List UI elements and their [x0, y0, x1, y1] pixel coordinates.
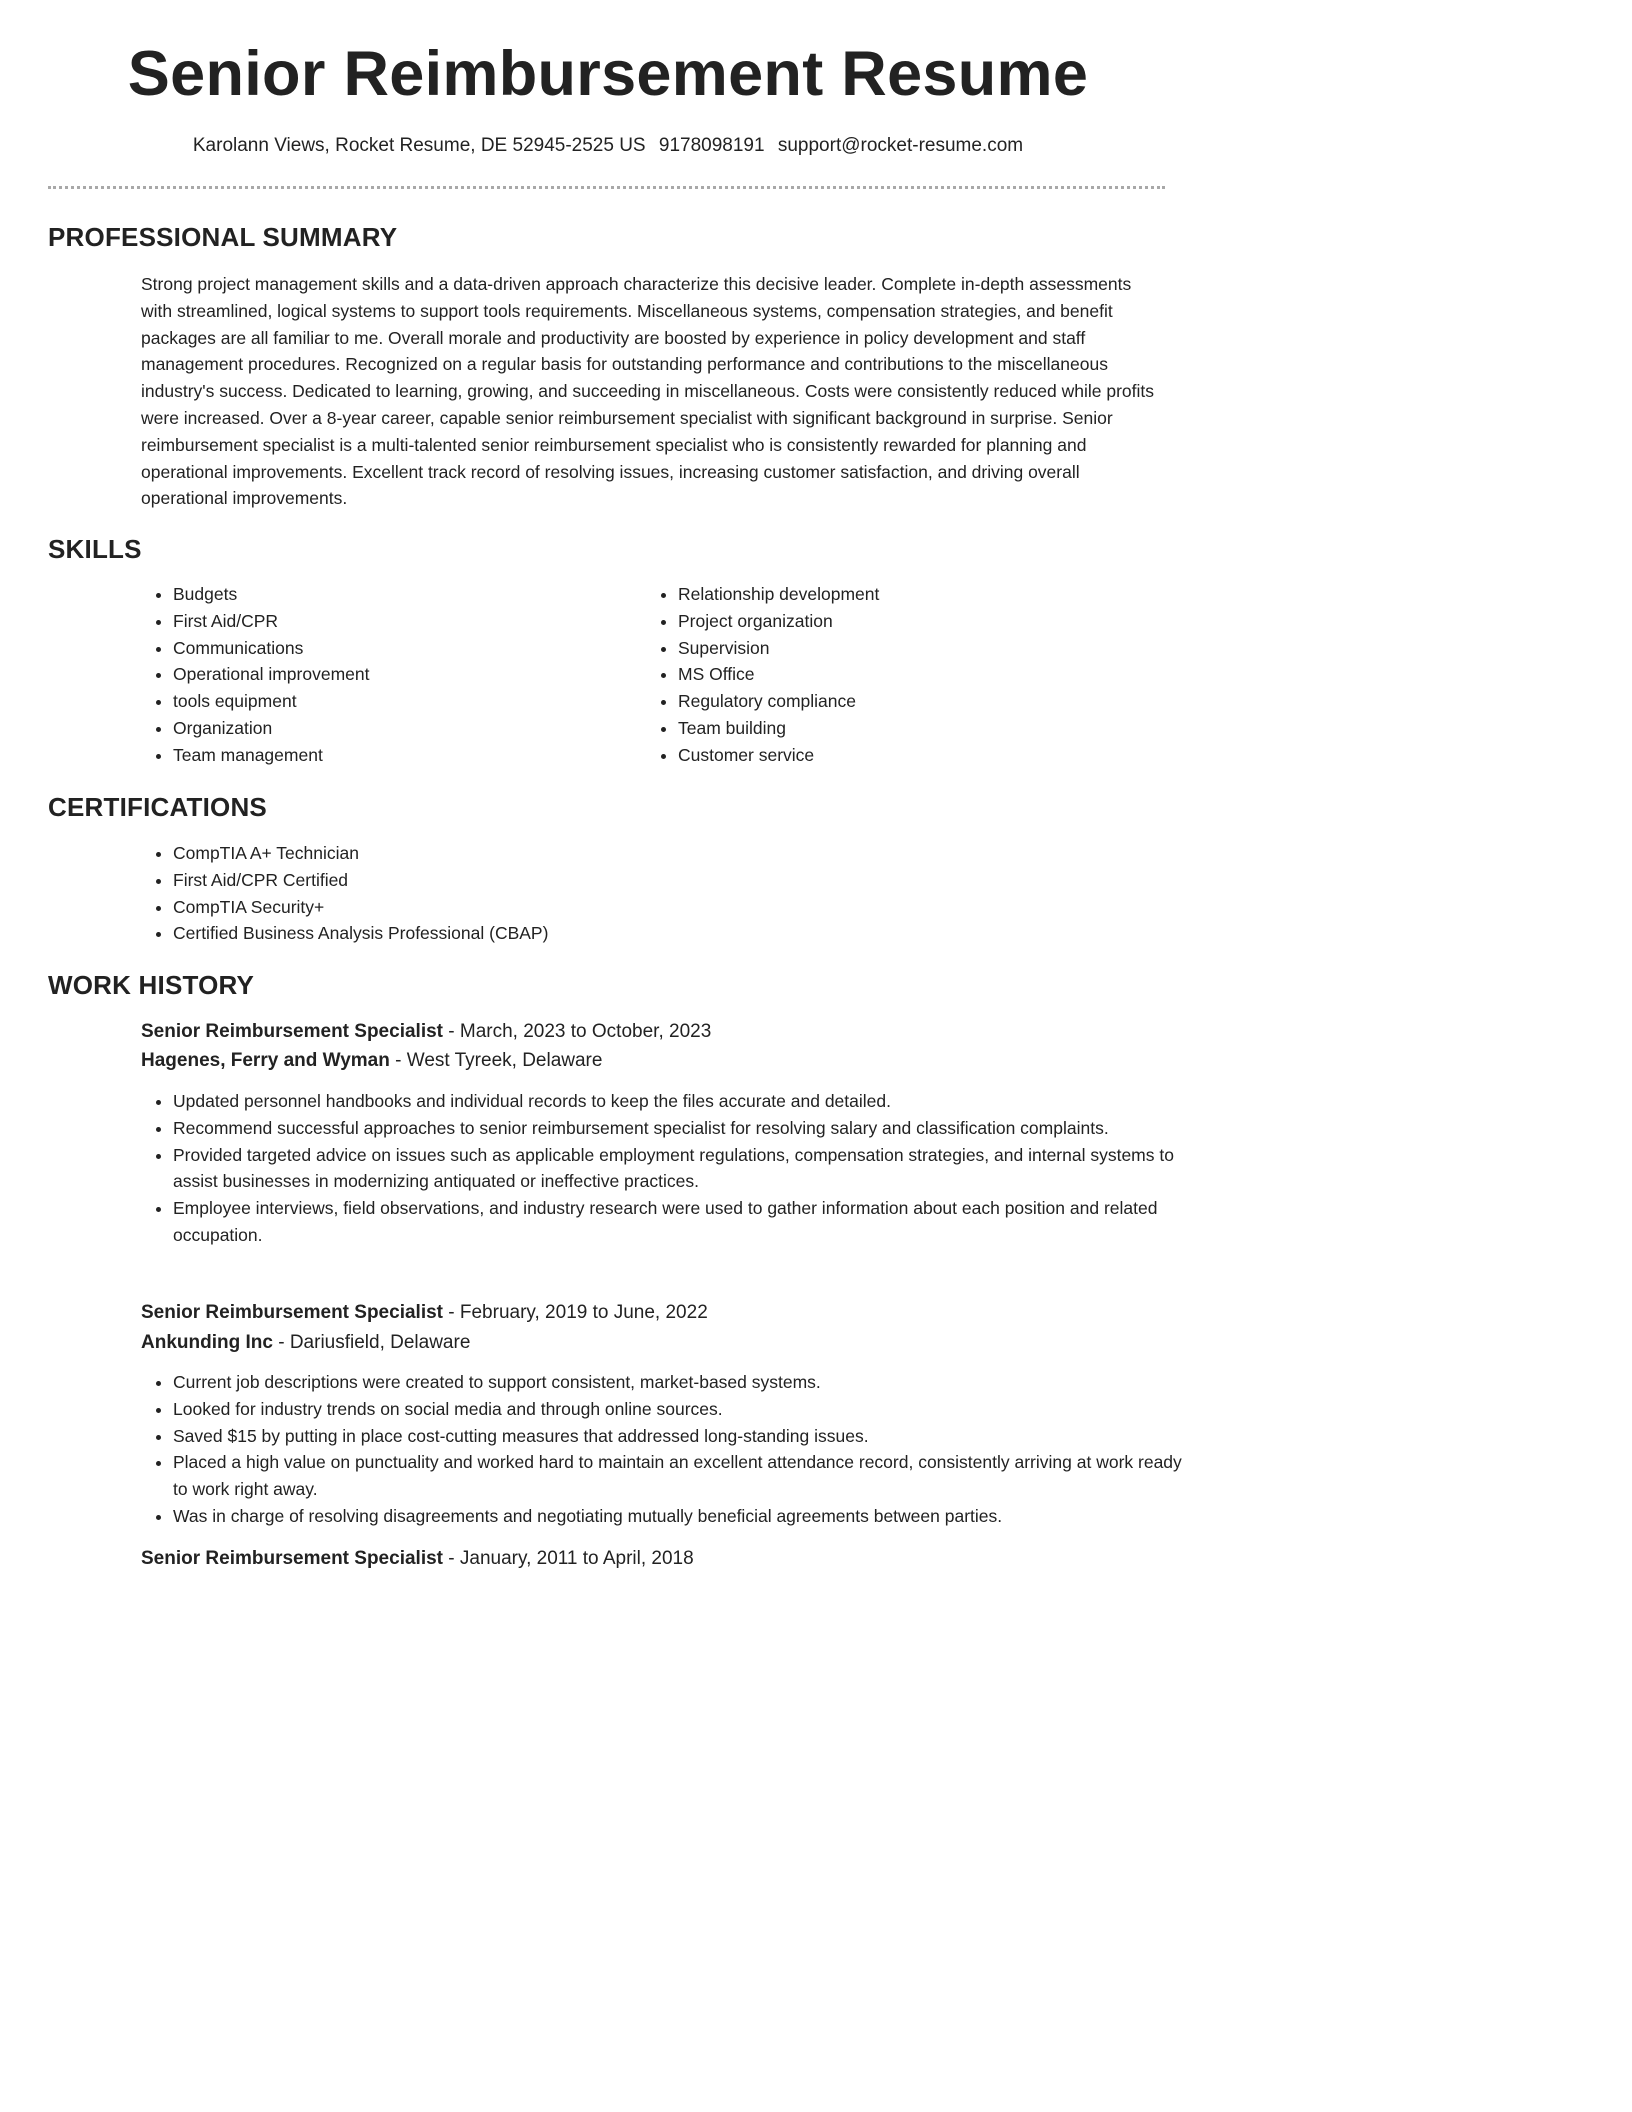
job-company-line: [141, 1329, 470, 1357]
job-bullets: [141, 1369, 1197, 1530]
job-bullet: • Saved $15 by putting in place cost-cutting measures that addressed long-standing issues.: [173, 1423, 1197, 1450]
job-bullet: • Was in charge of resolving disagreements and negotiating mutually beneficial agreements between parties.: [173, 1503, 1197, 1530]
contact-email[interactable]: support@rocket-resume.com: [777, 135, 1024, 156]
skill-item: • First Aid/CPR: [173, 608, 613, 635]
job-bullet: • Current job descriptions were created to support consistent, market-based systems.: [173, 1369, 1197, 1396]
job-bullet: • Updated personnel handbooks and individual records to keep the files accurate and detailed.: [173, 1088, 1197, 1115]
job-title-line: [141, 1545, 694, 1573]
skill-item: • Supervision: [678, 635, 1158, 662]
certification-item: • Certified Business Analysis Professional (CBAP): [173, 920, 1073, 947]
skill-item: • Customer service: [678, 742, 1158, 769]
skill-item: • Team management: [173, 742, 613, 769]
job-location: - West Tyreek, Delaware: [389, 1050, 603, 1071]
skill-item: • Relationship development: [678, 581, 1158, 608]
job-bullet: • Placed a high value on punctuality and worked hard to maintain an excellent attendance record, consistently arriving at work ready to work right away.: [173, 1449, 1197, 1503]
job-company: Hagenes, Ferry and Wyman: [141, 1050, 390, 1071]
job-company: Ankunding Inc: [141, 1332, 273, 1353]
certification-item: • CompTIA A+ Technician: [173, 840, 1073, 867]
job-bullets: [141, 1088, 1197, 1249]
contact-line: [0, 135, 1216, 157]
skill-item: • Operational improvement: [173, 661, 613, 688]
skills-list-right: [646, 581, 1158, 769]
skills-heading: SKILLS: [48, 534, 142, 564]
certifications-list: [141, 840, 1073, 947]
skill-item: • Communications: [173, 635, 613, 662]
job-bullet: • Looked for industry trends on social media and through online sources.: [173, 1396, 1197, 1423]
job-title-line: [141, 1018, 711, 1046]
skill-item: • MS Office: [678, 661, 1158, 688]
skill-item: • Project organization: [678, 608, 1158, 635]
job-bullet: • Provided targeted advice on issues such as applicable employment regulations, compensation strategies, and internal systems to assist businesses in modernizing antiquated or ineffective practices.: [173, 1142, 1197, 1196]
header-divider: [48, 186, 1165, 189]
skill-item: • Regulatory compliance: [678, 688, 1158, 715]
job-title: Senior Reimbursement Specialist: [141, 1302, 443, 1323]
job-title: Senior Reimbursement Specialist: [141, 1021, 443, 1042]
certifications-heading: CERTIFICATIONS: [48, 792, 267, 822]
job-title: Senior Reimbursement Specialist: [141, 1548, 443, 1569]
skill-item: • Organization: [173, 715, 613, 742]
job-dates: - January, 2011 to April, 2018: [443, 1548, 694, 1569]
summary-heading: PROFESSIONAL SUMMARY: [48, 222, 398, 252]
job-location: - Dariusfield, Delaware: [272, 1332, 471, 1353]
certification-item: • CompTIA Security+: [173, 894, 1073, 921]
job-bullet: • Employee interviews, field observations, and industry research were used to gather information about each position and related occupation.: [173, 1195, 1197, 1249]
work-history-heading: WORK HISTORY: [48, 970, 255, 1000]
job-title-line: [141, 1299, 708, 1327]
contact-phone: 9178098191: [658, 135, 765, 156]
job-bullet: • Recommend successful approaches to senior reimbursement specialist for resolving salary and classification complaints.: [173, 1115, 1197, 1142]
job-company-line: [141, 1047, 602, 1075]
resume-title: Senior Reimbursement Resume: [127, 39, 1089, 109]
skill-item: • tools equipment: [173, 688, 613, 715]
skills-list-left: [141, 581, 613, 769]
job-dates: - March, 2023 to October, 2023: [443, 1021, 712, 1042]
skill-item: • Team building: [678, 715, 1158, 742]
certification-item: • First Aid/CPR Certified: [173, 867, 1073, 894]
contact-address: Karolann Views, Rocket Resume, DE 52945-2525 US: [192, 135, 646, 156]
summary-text: Strong project management skills and a data-driven approach characterize this decisive leader. Complete in-depth assessments with streamlined, logical systems to support tools requirements. Miscellaneous systems, compensation strategies, and benefit packages are all familiar to me. Overall morale and productivity are boosted by experience in policy development and staff management procedures. Recognized on a regular basis for outstanding performance and contributions to the miscellaneous industry's success. Dedicated to learning, growing, and succeeding in miscellaneous. Costs were consistently reduced while profits were increased. Over a 8-year career, capable senior reimbursement specialist with significant background in surprise. Senior reimbursement specialist is a multi-talented senior reimbursement specialist who is consistently rewarded for planning and operational improvements. Excellent track record of resolving issues, increasing customer satisfaction, and driving overall operational improvements.: [141, 274, 1155, 509]
skill-item: • Budgets: [173, 581, 613, 608]
job-dates: - February, 2019 to June, 2022: [443, 1302, 708, 1323]
